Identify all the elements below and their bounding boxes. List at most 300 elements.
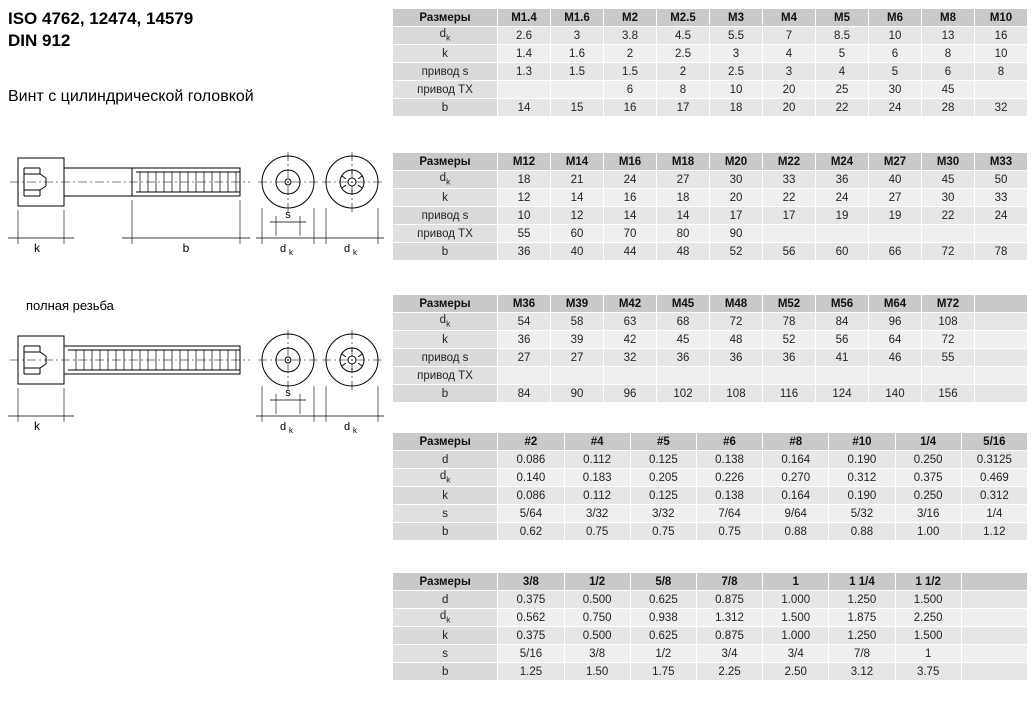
table-cell: 33 — [975, 189, 1028, 207]
table-cell: 1.312 — [696, 609, 762, 627]
table-row — [393, 523, 1028, 541]
header-cell-size: #10 — [829, 433, 895, 451]
table-cell: 48 — [657, 243, 710, 261]
table-cell: 5/16 — [498, 645, 564, 663]
table-cell: 1.250 — [829, 627, 895, 645]
table-cell — [961, 591, 1027, 609]
table-cell — [922, 225, 975, 243]
header-cell-size: M42 — [604, 295, 657, 313]
table-cell: 20 — [763, 81, 816, 99]
table-cell: 1.250 — [829, 591, 895, 609]
table-cell: 1.4 — [498, 45, 551, 63]
header-cell-size: #8 — [763, 433, 829, 451]
row-label: b — [393, 523, 498, 541]
table-imperial-2 — [392, 572, 1028, 681]
table-cell: 0.125 — [630, 487, 696, 505]
row-label: d — [393, 591, 498, 609]
table-cell: 90 — [551, 385, 604, 403]
header-cell-size: M22 — [763, 153, 816, 171]
table-cell — [551, 367, 604, 385]
table-cell: 5/32 — [829, 505, 895, 523]
table-cell: 2.250 — [895, 609, 961, 627]
table-cell: 10 — [869, 27, 922, 45]
table-cell: 16 — [604, 189, 657, 207]
table-cell: 50 — [975, 171, 1028, 189]
header-cell-size: M56 — [816, 295, 869, 313]
row-label: $d_k$ — [393, 313, 498, 331]
table-cell: 0.190 — [829, 451, 895, 469]
table-cell: 2.6 — [498, 27, 551, 45]
dim-label-dk2-bottom: d — [343, 421, 351, 433]
table-cell: 0.270 — [763, 469, 829, 487]
table-cell: 10 — [975, 45, 1028, 63]
table-cell — [961, 663, 1027, 681]
table-cell: 17 — [710, 207, 763, 225]
table-cell: 32 — [975, 99, 1028, 117]
row-label: k — [393, 189, 498, 207]
table-cell: 1.12 — [961, 523, 1027, 541]
table-cell: 32 — [604, 349, 657, 367]
header-cell-size: M2 — [604, 9, 657, 27]
row-label: k — [393, 627, 498, 645]
table-header-row — [393, 433, 1028, 451]
table-cell: 19 — [869, 207, 922, 225]
table-cell: 124 — [816, 385, 869, 403]
header-cell-size: M48 — [710, 295, 763, 313]
table-cell: 52 — [763, 331, 816, 349]
table-cell: 25 — [816, 81, 869, 99]
header-cell-size: M64 — [869, 295, 922, 313]
dim-label-s: s — [285, 209, 291, 221]
header-cell-size — [961, 573, 1027, 591]
dim-label-k: k — [34, 241, 40, 255]
table-cell: 1.00 — [895, 523, 961, 541]
table-cell: 70 — [604, 225, 657, 243]
dim-label-k-bottom: k — [34, 419, 40, 433]
table-cell — [551, 81, 604, 99]
table-row — [393, 367, 1028, 385]
table-cell: 36 — [816, 171, 869, 189]
table-row — [393, 207, 1028, 225]
header-cell-dimension: Размеры — [393, 295, 498, 313]
table-cell: 5 — [869, 63, 922, 81]
table-row — [393, 609, 1028, 627]
table-cell: 24 — [975, 207, 1028, 225]
header-cell-size: M1.4 — [498, 9, 551, 27]
header-cell-size: M8 — [922, 9, 975, 27]
table-cell — [816, 367, 869, 385]
header-cell-dimension: Размеры — [393, 433, 498, 451]
table-cell: 0.138 — [696, 451, 762, 469]
header-cell-size: M12 — [498, 153, 551, 171]
table-row — [393, 451, 1028, 469]
table-cell: 18 — [498, 171, 551, 189]
dim-label-dk2: d — [343, 243, 351, 255]
table-cell: 12 — [551, 207, 604, 225]
table-cell: 3/16 — [895, 505, 961, 523]
table-cell: 0.75 — [564, 523, 630, 541]
table-header-row — [393, 153, 1028, 171]
table-cell: 22 — [816, 99, 869, 117]
table-cell: 30 — [922, 189, 975, 207]
row-label: привод TX — [393, 81, 498, 99]
table-cell: 22 — [922, 207, 975, 225]
table-row — [393, 469, 1028, 487]
table-cell: 6 — [869, 45, 922, 63]
row-label: b — [393, 243, 498, 261]
header-cell-dimension: Размеры — [393, 9, 498, 27]
table-cell: 102 — [657, 385, 710, 403]
table-row — [393, 591, 1028, 609]
table-cell: 116 — [763, 385, 816, 403]
table-cell — [710, 367, 763, 385]
row-label: $d_k$ — [393, 171, 498, 189]
table-cell: 68 — [657, 313, 710, 331]
table-cell: 20 — [763, 99, 816, 117]
table-cell: 78 — [763, 313, 816, 331]
header-cell-size: M33 — [975, 153, 1028, 171]
table-cell: 72 — [710, 313, 763, 331]
table-header-row — [393, 9, 1028, 27]
table-cell — [975, 313, 1028, 331]
table-cell: 56 — [816, 331, 869, 349]
header-cell-size: M14 — [551, 153, 604, 171]
table-cell: 9/64 — [763, 505, 829, 523]
table-header-row — [393, 295, 1028, 313]
header-cell-dimension: Размеры — [393, 573, 498, 591]
dim-label-dk2-sub: k — [353, 248, 357, 257]
table-row — [393, 81, 1028, 99]
table-cell: 84 — [498, 385, 551, 403]
table-cell: 27 — [551, 349, 604, 367]
table-cell — [763, 367, 816, 385]
table-wrap-metric-2 — [392, 152, 1028, 261]
table-cell: 54 — [498, 313, 551, 331]
table-cell: 10 — [498, 207, 551, 225]
table-cell: 0.086 — [498, 451, 564, 469]
table-cell: 27 — [869, 189, 922, 207]
table-cell: 18 — [710, 99, 763, 117]
table-header-row — [393, 573, 1028, 591]
table-row — [393, 225, 1028, 243]
header-cell-size: #4 — [564, 433, 630, 451]
table-cell: 156 — [922, 385, 975, 403]
table-wrap-metric-3 — [392, 294, 1028, 403]
table-cell: 8.5 — [816, 27, 869, 45]
table-cell: 63 — [604, 313, 657, 331]
table-cell: 7/64 — [696, 505, 762, 523]
table-cell: 72 — [922, 331, 975, 349]
table-cell: 58 — [551, 313, 604, 331]
table-cell: 6 — [604, 81, 657, 99]
table-cell: 0.500 — [564, 591, 630, 609]
table-cell: 14 — [657, 207, 710, 225]
table-row — [393, 171, 1028, 189]
table-cell: 90 — [710, 225, 763, 243]
header-cell-size: M3 — [710, 9, 763, 27]
table-cell: 36 — [710, 349, 763, 367]
table-cell: 19 — [816, 207, 869, 225]
header-cell-size: M4 — [763, 9, 816, 27]
header-cell-size: 1 — [763, 573, 829, 591]
dim-label-dk2-bottom-sub: k — [353, 426, 357, 435]
table-cell: 3 — [763, 63, 816, 81]
table-cell: 0.312 — [829, 469, 895, 487]
table-cell: 22 — [763, 189, 816, 207]
table-cell: 45 — [657, 331, 710, 349]
table-cell: 17 — [657, 99, 710, 117]
row-label: $d_k$ — [393, 469, 498, 487]
table-cell: 0.469 — [961, 469, 1027, 487]
dim-label-dk-bottom: d — [279, 421, 287, 433]
table-cell: 1.000 — [763, 627, 829, 645]
table-cell: 0.250 — [895, 451, 961, 469]
table-cell: 0.62 — [498, 523, 564, 541]
table-cell: 2.50 — [763, 663, 829, 681]
header-cell-size: 7/8 — [696, 573, 762, 591]
table-cell: 0.205 — [630, 469, 696, 487]
table-row — [393, 505, 1028, 523]
table-cell: 0.086 — [498, 487, 564, 505]
table-cell — [869, 367, 922, 385]
table-cell: 2.25 — [696, 663, 762, 681]
table-cell: 2 — [604, 45, 657, 63]
dim-label-dk-sub: k — [289, 248, 293, 257]
table-cell: 17 — [763, 207, 816, 225]
table-cell: 16 — [604, 99, 657, 117]
subtitle: Винт с цилиндрической головкой — [8, 88, 254, 105]
header-cell-size: M20 — [710, 153, 763, 171]
table-cell: 1.75 — [630, 663, 696, 681]
table-cell: 30 — [869, 81, 922, 99]
table-cell: 3.12 — [829, 663, 895, 681]
table-cell — [975, 367, 1028, 385]
table-cell: 0.75 — [630, 523, 696, 541]
table-cell: 3/32 — [564, 505, 630, 523]
title-line-1: ISO 4762, 12474, 14579 — [8, 9, 194, 28]
table-cell: 0.625 — [630, 627, 696, 645]
row-label: привод s — [393, 63, 498, 81]
table-cell: 10 — [710, 81, 763, 99]
table-row — [393, 189, 1028, 207]
table-cell: 2 — [657, 63, 710, 81]
table-cell: 21 — [551, 171, 604, 189]
table-cell: 1.5 — [604, 63, 657, 81]
table-cell: 1.6 — [551, 45, 604, 63]
row-label: $d_k$ — [393, 609, 498, 627]
table-wrap-metric-1 — [392, 8, 1028, 117]
header-cell-size: M24 — [816, 153, 869, 171]
row-label: s — [393, 645, 498, 663]
row-label: b — [393, 385, 498, 403]
header-cell-size: M45 — [657, 295, 710, 313]
table-cell — [975, 81, 1028, 99]
table-cell: 0.112 — [564, 487, 630, 505]
table-imperial-1 — [392, 432, 1028, 541]
table-cell: 3 — [710, 45, 763, 63]
table-cell: 108 — [922, 313, 975, 331]
table-cell — [869, 225, 922, 243]
table-cell: 84 — [816, 313, 869, 331]
header-cell-size: M30 — [922, 153, 975, 171]
table-cell: 4 — [816, 63, 869, 81]
dim-label-dk-bottom-sub: k — [289, 426, 293, 435]
table-cell: 2.5 — [710, 63, 763, 81]
table-cell: 5.5 — [710, 27, 763, 45]
table-row — [393, 313, 1028, 331]
table-cell: 0.875 — [696, 591, 762, 609]
table-cell: 5/64 — [498, 505, 564, 523]
table-cell: 41 — [816, 349, 869, 367]
header-cell-size: M5 — [816, 9, 869, 27]
table-row — [393, 99, 1028, 117]
table-cell: 18 — [657, 189, 710, 207]
table-cell: 14 — [604, 207, 657, 225]
table-cell: 0.112 — [564, 451, 630, 469]
table-cell: 0.875 — [696, 627, 762, 645]
header-cell-size: #6 — [696, 433, 762, 451]
table-cell: 46 — [869, 349, 922, 367]
table-cell: 12 — [498, 189, 551, 207]
header-cell-size: M36 — [498, 295, 551, 313]
table-cell: 4.5 — [657, 27, 710, 45]
table-cell: 0.226 — [696, 469, 762, 487]
header-cell-size: M27 — [869, 153, 922, 171]
table-cell — [975, 385, 1028, 403]
row-label: s — [393, 505, 498, 523]
table-cell — [961, 645, 1027, 663]
header-cell-size: M52 — [763, 295, 816, 313]
table-cell: 0.938 — [630, 609, 696, 627]
table-cell — [816, 225, 869, 243]
table-cell: 1.000 — [763, 591, 829, 609]
table-cell: 4 — [763, 45, 816, 63]
table-cell: 28 — [922, 99, 975, 117]
table-cell: 36 — [498, 243, 551, 261]
table-cell: 40 — [551, 243, 604, 261]
table-cell: 1.500 — [763, 609, 829, 627]
header-cell-size: 1 1/2 — [895, 573, 961, 591]
table-cell: 0.562 — [498, 609, 564, 627]
row-label: k — [393, 331, 498, 349]
table-cell: 0.250 — [895, 487, 961, 505]
table-cell: 1/2 — [630, 645, 696, 663]
row-label: $d_k$ — [393, 27, 498, 45]
table-cell — [498, 367, 551, 385]
title-block — [8, 8, 378, 52]
table-cell: 1 — [895, 645, 961, 663]
table-cell: 0.750 — [564, 609, 630, 627]
table-cell: 33 — [763, 171, 816, 189]
table-cell: 45 — [922, 171, 975, 189]
header-cell-size: 1 1/4 — [829, 573, 895, 591]
header-cell-size: 3/8 — [498, 573, 564, 591]
table-row — [393, 663, 1028, 681]
table-cell: 52 — [710, 243, 763, 261]
table-cell — [975, 331, 1028, 349]
table-cell — [961, 627, 1027, 645]
table-cell: 1.500 — [895, 627, 961, 645]
table-cell: 16 — [975, 27, 1028, 45]
table-cell — [975, 349, 1028, 367]
table-cell: 80 — [657, 225, 710, 243]
table-cell: 0.88 — [763, 523, 829, 541]
header-cell-size: M39 — [551, 295, 604, 313]
table-cell: 8 — [922, 45, 975, 63]
table-cell: 0.125 — [630, 451, 696, 469]
table-cell: 96 — [604, 385, 657, 403]
table-cell: 24 — [816, 189, 869, 207]
dim-label-dk: d — [279, 243, 287, 255]
table-cell — [657, 367, 710, 385]
table-cell: 0.3125 — [961, 451, 1027, 469]
header-cell-size: #2 — [498, 433, 564, 451]
table-cell: 3.75 — [895, 663, 961, 681]
table-row — [393, 385, 1028, 403]
table-cell: 0.500 — [564, 627, 630, 645]
table-cell: 0.164 — [763, 487, 829, 505]
table-cell: 30 — [710, 171, 763, 189]
screw-drawing-partial-thread — [0, 140, 390, 270]
header-cell-size: M72 — [922, 295, 975, 313]
row-label: d — [393, 451, 498, 469]
table-row — [393, 63, 1028, 81]
table-cell: 60 — [816, 243, 869, 261]
table-cell: 66 — [869, 243, 922, 261]
table-cell — [763, 225, 816, 243]
table-cell: 56 — [763, 243, 816, 261]
header-cell-size: 1/2 — [564, 573, 630, 591]
table-cell: 78 — [975, 243, 1028, 261]
header-cell-size: M10 — [975, 9, 1028, 27]
screw-drawing-full-thread — [0, 318, 390, 448]
table-cell: 0.312 — [961, 487, 1027, 505]
table-cell: 1.25 — [498, 663, 564, 681]
table-row — [393, 331, 1028, 349]
table-wrap-imperial-1 — [392, 432, 1028, 541]
header-cell-size: M16 — [604, 153, 657, 171]
table-cell: 24 — [869, 99, 922, 117]
table-cell: 1.3 — [498, 63, 551, 81]
table-cell: 0.140 — [498, 469, 564, 487]
table-cell: 3/4 — [696, 645, 762, 663]
dim-label-b: b — [182, 241, 190, 255]
table-cell: 0.375 — [498, 591, 564, 609]
header-cell-size: 5/8 — [630, 573, 696, 591]
table-cell: 36 — [763, 349, 816, 367]
table-cell — [498, 81, 551, 99]
table-cell — [975, 225, 1028, 243]
table-cell: 14 — [551, 189, 604, 207]
header-cell-size: M18 — [657, 153, 710, 171]
table-cell: 0.375 — [895, 469, 961, 487]
table-cell: 44 — [604, 243, 657, 261]
table-cell: 0.190 — [829, 487, 895, 505]
table-cell: 8 — [657, 81, 710, 99]
table-cell: 3.8 — [604, 27, 657, 45]
table-cell: 0.375 — [498, 627, 564, 645]
row-label: привод s — [393, 349, 498, 367]
table-cell: 140 — [869, 385, 922, 403]
table-cell: 8 — [975, 63, 1028, 81]
table-cell: 3/4 — [763, 645, 829, 663]
table-cell: 36 — [498, 331, 551, 349]
table-cell: 55 — [922, 349, 975, 367]
header-cell-size — [975, 295, 1028, 313]
table-cell: 1.5 — [551, 63, 604, 81]
table-cell: 108 — [710, 385, 763, 403]
dim-label-s-bottom: s — [285, 387, 291, 399]
